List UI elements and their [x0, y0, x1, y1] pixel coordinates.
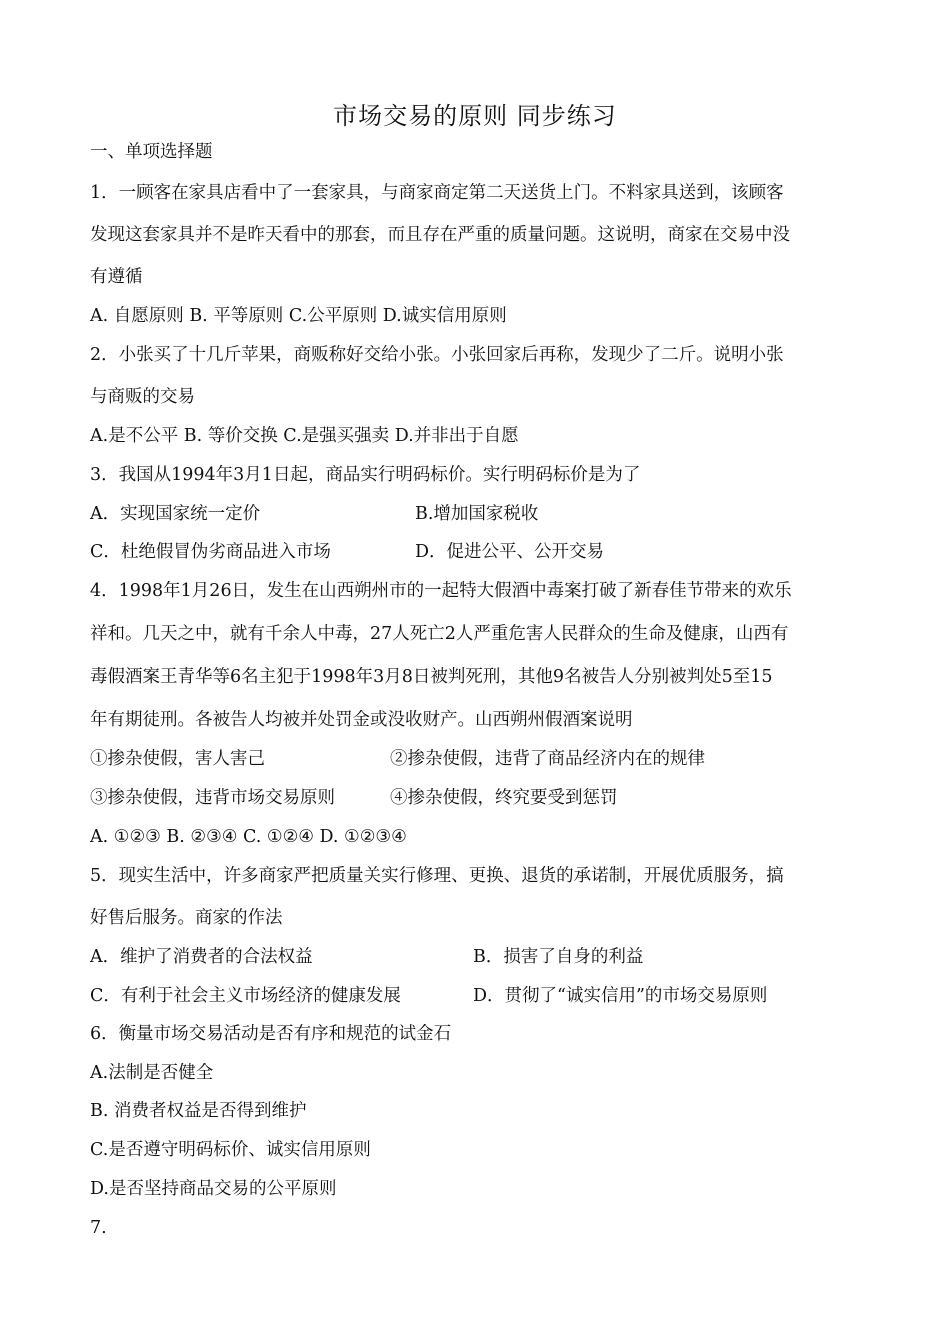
q4-statement-1: ①掺杂使假，害人害己: [90, 749, 265, 769]
q6-option-a: A.法制是否健全: [90, 1063, 214, 1083]
q3-line-1: 3．我国从1994年3月1日起，商品实行明码标价。实行明码标价是为了: [90, 465, 641, 485]
q4-line-2: 祥和。几天之中，就有千余人中毒，27人死亡2人严重危害人民群众的生命及健康，山西有: [90, 624, 789, 644]
q6-line-1: 6．衡量市场交易活动是否有序和规范的试金石: [90, 1024, 452, 1044]
q4-statement-4: ④掺杂使假，终究要受到惩罚: [390, 788, 618, 808]
page-title: 市场交易的原则 同步练习: [333, 102, 617, 130]
q4-line-1: 4．1998年1月26日，发生在山西朔州市的一起特大假酒中毒案打破了新春佳节带来的欢乐: [90, 581, 792, 601]
q4-options: A. ①②③ B. ②③④ C. ①②④ D. ①②③④: [90, 827, 407, 847]
q7-line-1: 7.: [90, 1218, 107, 1238]
q5-option-b: B．损害了自身的利益: [473, 947, 644, 967]
q1-line-3: 有遵循: [90, 267, 143, 287]
q5-option-c: C．有利于社会主义市场经济的健康发展: [90, 986, 401, 1006]
q6-option-b: B. 消费者权益是否得到维护: [90, 1101, 307, 1121]
q3-option-a: A．实现国家统一定价: [90, 504, 261, 524]
q5-option-a: A．维护了消费者的合法权益: [90, 947, 313, 967]
q5-line-1: 5．现实生活中，许多商家严把质量关实行修理、更换、退货的承诺制，开展优质服务，搞: [90, 866, 784, 886]
q6-option-d: D.是否坚持商品交易的公平原则: [90, 1179, 337, 1199]
q1-options: A. 自愿原则 B. 平等原则 C.公平原则 D.诚实信用原则: [90, 306, 507, 326]
q2-line-1: 2．小张买了十几斤苹果，商贩称好交给小张。小张回家后再称，发现少了二斤。说明小张: [90, 345, 784, 365]
q5-line-2: 好售后服务。商家的作法: [90, 908, 283, 928]
q2-line-2: 与商贩的交易: [90, 387, 195, 407]
q2-options: A.是不公平 B. 等价交换 C.是强买强卖 D.并非出于自愿: [90, 426, 519, 446]
q4-line-3: 毒假酒案王青华等6名主犯于1998年3月8日被判死刑，其他9名被告人分别被判处5至15: [90, 667, 773, 687]
q4-statement-3: ③掺杂使假，违背市场交易原则: [90, 788, 335, 808]
section-heading: 一、单项选择题: [90, 142, 213, 162]
q6-option-c: C.是否遵守明码标价、诚实信用原则: [90, 1140, 371, 1160]
q5-option-d: D．贯彻了“诚实信用”的市场交易原则: [473, 986, 768, 1006]
q3-option-b: B.增加国家税收: [415, 504, 539, 524]
q1-line-2: 发现这套家具并不是昨天看中的那套，而且存在严重的质量问题。这说明，商家在交易中没: [90, 225, 790, 245]
q4-statement-2: ②掺杂使假，违背了商品经济内在的规律: [390, 749, 705, 769]
q3-option-d: D．促进公平、公开交易: [415, 542, 605, 562]
q4-line-4: 年有期徒刑。各被告人均被并处罚金或没收财产。山西朔州假酒案说明: [90, 710, 633, 730]
q1-line-1: 1．一顾客在家具店看中了一套家具，与商家商定第二天送货上门。不料家具送到，该顾客: [90, 183, 784, 203]
q3-option-c: C．杜绝假冒伪劣商品进入市场: [90, 542, 331, 562]
